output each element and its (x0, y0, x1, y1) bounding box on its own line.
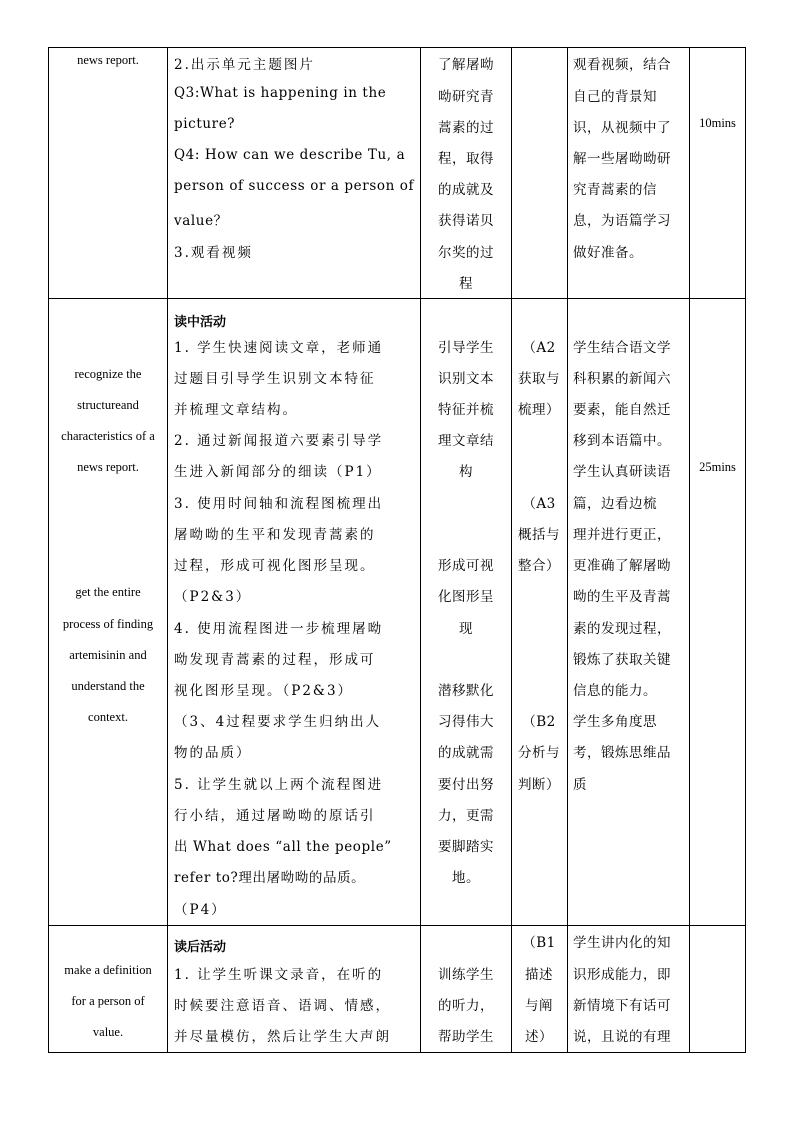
outcome-text-line: 识，从视频中了 (573, 120, 671, 136)
level-text-line: 描述 (525, 967, 553, 983)
col-border-0 (48, 47, 49, 1053)
purpose-text-line: 蒿素的过 (438, 120, 494, 136)
purpose-text-line: 识别文本 (438, 371, 494, 387)
purpose-text-line: 了解屠呦 (438, 57, 494, 73)
activity-text-line: Q3:What is happening in the (174, 85, 387, 101)
level-text-line: 分析与 (518, 745, 560, 761)
activity-text-line: 读中活动 (174, 315, 227, 330)
outcome-text-line: 学生讲内化的知 (573, 935, 671, 951)
level-text-line: 述） (525, 1029, 553, 1045)
activity-text-line: refer to?理出屠呦呦的品质。 (174, 870, 366, 886)
purpose-text-line: 程，取得 (438, 151, 494, 167)
activity-text-line: 读后活动 (174, 940, 227, 955)
activity-text-line: value？ (174, 213, 228, 229)
purpose-text-line: 训练学生 (438, 967, 494, 983)
row-divider-1 (48, 298, 745, 299)
objective-text-line: artemisinin and (69, 648, 147, 662)
col-border-1 (167, 47, 168, 1053)
outcome-text-line: 科积累的新闻六 (573, 371, 671, 387)
outcome-text-line: 识形成能力，即 (573, 967, 671, 983)
col-border-4 (567, 47, 568, 1053)
purpose-text-line: 化图形呈 (438, 589, 494, 605)
col-border-6 (745, 47, 746, 1053)
level-text-line: （B1 (522, 935, 556, 951)
outcome-text-line: 学生认真研读语 (573, 464, 671, 480)
activity-text-line: person of success or a person of (174, 178, 415, 194)
activity-text-line: 2. 通过新闻报道六要素引导学 (174, 433, 384, 449)
col-border-2 (420, 47, 421, 1053)
activity-text-line: （3、4过程要求学生归纳出人 (174, 714, 382, 730)
purpose-text-line: 特征并梳 (438, 402, 494, 418)
outcome-text-line: 观看视频，结合 (573, 57, 671, 73)
activity-text-line: 屠呦呦的生平和发现青蒿素的 (174, 527, 376, 543)
table-bottom-border (48, 1052, 745, 1053)
activity-text-line: 并梳理文章结构。 (174, 402, 298, 418)
objective-text-line: get the entire (75, 585, 141, 599)
objective-text-line: characteristics of a (61, 429, 155, 443)
outcome-text-line: 新情境下有话可 (573, 998, 671, 1014)
activity-text-line: 过程，形成可视化图形呈现。 (174, 558, 376, 574)
outcome-text-line: 说，且说的有理 (573, 1029, 671, 1045)
purpose-text-line: 力，更需 (438, 808, 494, 824)
activity-text-line: 生进入新闻部分的细读（P1） (174, 464, 382, 480)
level-text-line: 梳理） (518, 402, 560, 418)
objective-text-line: process of finding (62, 617, 154, 631)
activity-text-line: 1. 让学生听课文录音，在听的 (174, 967, 384, 983)
level-text-line: 整合） (518, 558, 560, 574)
level-text-line: （A3 (522, 496, 556, 512)
row-divider-2 (48, 925, 745, 926)
outcome-text-line: 考，锻炼思维品 (573, 745, 671, 761)
activity-text-line: 时候要注意语音、语调、情感， (174, 998, 391, 1014)
activity-text-line: 行小结，通过屠呦呦的原话引 (174, 808, 376, 824)
outcome-text-line: 学生多角度思 (573, 714, 657, 730)
outcome-text-line: 锻炼了获取关键 (573, 652, 671, 668)
activity-text-line: （P2&3） (174, 589, 252, 605)
objective-text-line: news report. (77, 460, 139, 474)
objective-text-line: for a person of (71, 994, 145, 1008)
objective-text-line: understand the (71, 679, 145, 693)
purpose-text-line: 要脚踏实 (438, 839, 494, 855)
outcome-text-line: 究青蒿素的信 (573, 182, 657, 198)
outcome-text-line: 信息的能力。 (573, 683, 657, 699)
activity-text-line: 4. 使用流程图进一步梳理屠呦 (174, 621, 384, 637)
purpose-text-line: 要付出努 (438, 777, 494, 793)
purpose-text-line: 形成可视 (438, 558, 494, 574)
objective-text-line: value. (92, 1025, 124, 1039)
purpose-text-line: 帮助学生 (438, 1029, 494, 1045)
purpose-text-line: 尔奖的过 (438, 245, 494, 261)
level-text-line: 与阐 (525, 998, 553, 1014)
purpose-text-line: 理文章结 (438, 433, 494, 449)
outcome-text-line: 质 (573, 777, 587, 793)
purpose-text-line: 地。 (452, 870, 480, 886)
activity-text-line: 呦发现青蒿素的过程，形成可 (174, 652, 376, 668)
activity-text-line: 并尽量模仿，然后让学生大声朗 (174, 1029, 391, 1045)
col-border-3 (511, 47, 512, 1053)
objective-text-line: news report. (77, 53, 139, 67)
outcome-text-line: 学生结合语文学 (573, 340, 671, 356)
outcome-text-line: 息，为语篇学习 (573, 213, 671, 229)
table-top-border (48, 47, 745, 48)
level-text-line: （B2 (522, 714, 556, 730)
outcome-text-line: 解一些屠呦呦研 (573, 151, 671, 167)
activity-text-line: 物的品质） (174, 745, 252, 761)
time-text-line: 10mins (699, 116, 736, 130)
purpose-text-line: 的听力， (438, 998, 494, 1014)
activity-text-line: 2.出示单元主题图片 (174, 57, 315, 73)
activity-text-line: 出 What does “all the people” (174, 839, 392, 855)
outcome-text-line: 理并进行更正， (573, 527, 671, 543)
purpose-text-line: 潜移默化 (438, 683, 494, 699)
purpose-text-line: 现 (459, 621, 473, 637)
activity-text-line: （P4） (174, 902, 227, 918)
purpose-text-line: 习得伟大 (438, 714, 494, 730)
level-text-line: （A2 (522, 340, 556, 356)
activity-text-line: Q4: How can we describe Tu, a (174, 147, 406, 163)
outcome-text-line: 素的发现过程， (573, 621, 671, 637)
activity-text-line: 3.观看视频 (174, 245, 253, 261)
purpose-text-line: 程 (459, 276, 473, 292)
purpose-text-line: 构 (459, 464, 473, 480)
col-border-5 (689, 47, 690, 1053)
objective-text-line: structureand (77, 398, 139, 412)
outcome-text-line: 呦的生平及青蒿 (573, 589, 671, 605)
objective-text-line: recognize the (74, 367, 142, 381)
activity-text-line: 1. 学生快速阅读文章，老师通 (174, 340, 384, 356)
purpose-text-line: 引导学生 (438, 340, 494, 356)
outcome-text-line: 更准确了解屠呦 (573, 558, 671, 574)
outcome-text-line: 自己的背景知 (573, 89, 657, 105)
objective-text-line: context. (88, 710, 128, 724)
level-text-line: 判断） (518, 777, 560, 793)
purpose-text-line: 呦研究青 (438, 89, 494, 105)
activity-text-line: 视化图形呈现。（P2&3） (174, 683, 354, 699)
time-text-line: 25mins (699, 460, 736, 474)
purpose-text-line: 的成就及 (438, 182, 494, 198)
activity-text-line: picture? (174, 116, 236, 132)
level-text-line: 概括与 (518, 527, 560, 543)
objective-text-line: make a definition (64, 963, 152, 977)
activity-text-line: 5. 让学生就以上两个流程图进 (174, 777, 384, 793)
activity-text-line: 过题目引导学生识别文本特征 (174, 371, 376, 387)
purpose-text-line: 的成就需 (438, 745, 494, 761)
outcome-text-line: 要素，能自然迁 (573, 402, 671, 418)
level-text-line: 获取与 (518, 371, 560, 387)
purpose-text-line: 获得诺贝 (438, 213, 494, 229)
outcome-text-line: 篇，边看边梳 (573, 496, 657, 512)
activity-text-line: 3. 使用时间轴和流程图梳理出 (174, 496, 384, 512)
outcome-text-line: 移到本语篇中。 (573, 433, 671, 449)
outcome-text-line: 做好准备。 (573, 245, 643, 261)
